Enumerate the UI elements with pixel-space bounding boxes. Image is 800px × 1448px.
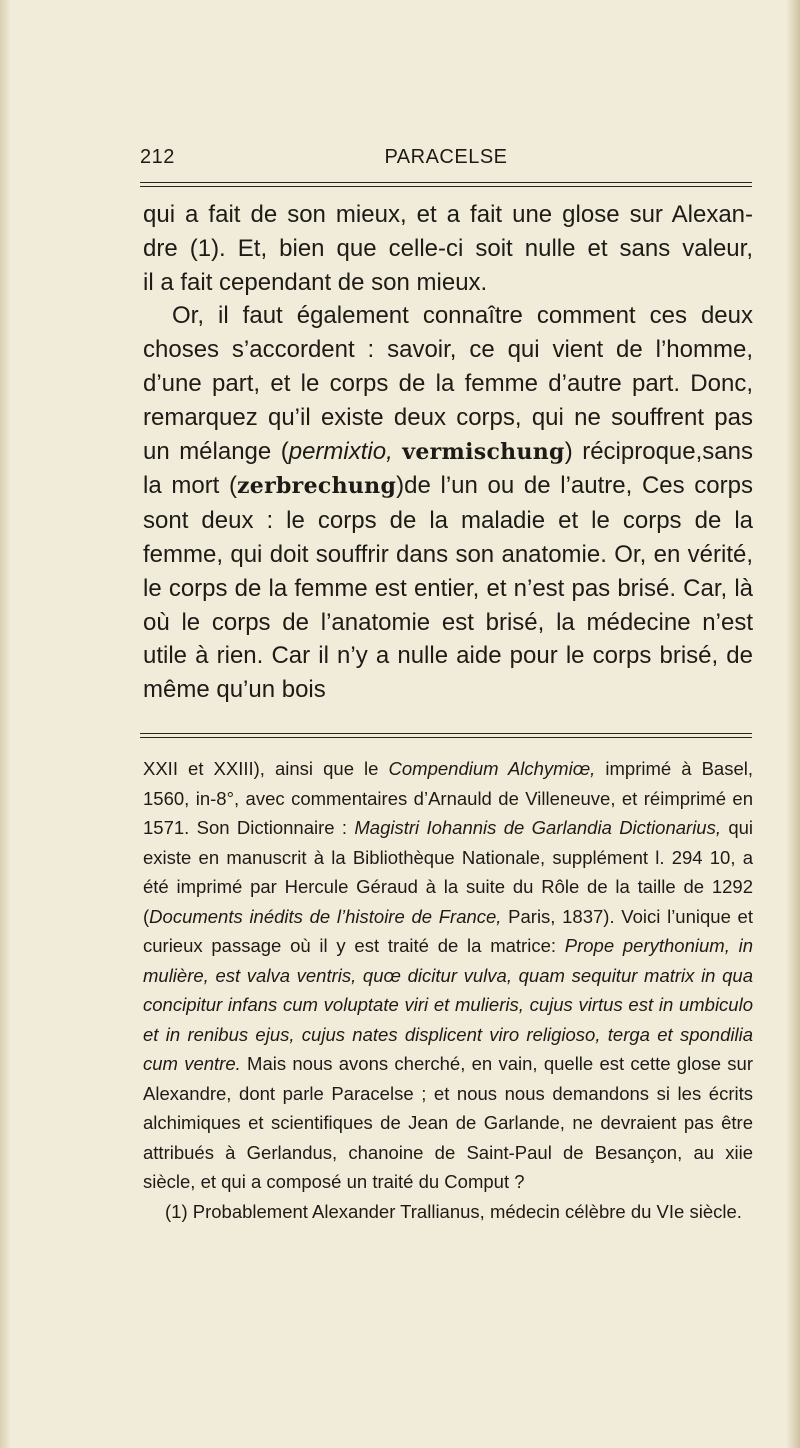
page-header [140, 146, 752, 176]
main-text [143, 198, 753, 707]
note-title: Compendium Alchymiœ, [388, 758, 596, 779]
text-line: qui a fait de son mieux, et a fait une glose sur Alexan- [143, 201, 753, 228]
note-text: Mais nous avons cherché, en vain, quelle est cette glose sur Alexandre, dont parle Paracelse ; et nous nous demandons si les écrits alchimiques et scientifiques de Jean de Garlande, ne devraient pas être attribués à Gerlandus, chanoine de Saint-Paul de Besançon, au xiie siècle, et qui a composé un traité du Comput ? [143, 1053, 753, 1192]
footnote-1: (1) Probablement Alexander Trallianus, médecin célèbre du VIe siècle. [165, 1200, 742, 1222]
text-run: )de l’un ou de l’autre, Ces corps sont deux : le corps de la maladie et le corps de la femme, qui doit souffrir dans son anatomie. Or, en vérité, le corps de la femme est entier, et n’est pas brisé. Car, là où le corps de l’anatomie est brisé, la médecine n’est utile à rien. Car il n’y a nulle aide pour le corps brisé, de même qu’un bois [143, 472, 753, 704]
paragraph-1 [143, 198, 753, 266]
page-edge-left [0, 0, 10, 1448]
note-text: Paris, 1837). Voici l’unique et curieux passage où il y est traité de la matrice: [143, 905, 753, 956]
note-text: imprimé à Basel, 1560, in-8°, avec commentaires d’Arnauld de Villeneuve, et réimprimé en 1571. Son Dictionnaire : [143, 758, 754, 838]
note-text: qui existe en manuscrit à la Bibliothèque Nationale, supplément l. 294 10, a été imprimé par Hercule Géraud à la suite du Rôle de la taille de 1292 ( [143, 817, 754, 927]
text-run: Or, il faut également connaître comment ces deux choses s’accordent : savoir, ce qui vient de l’homme, d’une part, et le corps de la femme d’autre part. Donc, remarquez qu’il existe deux corps, qui ne souffrent pas un mélange ( [143, 302, 753, 465]
note-paragraph [143, 754, 753, 1197]
notes [143, 754, 753, 1226]
note-title: Magistri Iohannis de Garlandia Dictionarius, [354, 817, 721, 838]
german-term: vermischung [402, 438, 565, 465]
notes-rule [140, 733, 752, 738]
paragraph-2 [143, 299, 753, 707]
page-edge-right [786, 0, 800, 1448]
header-rule [140, 182, 752, 187]
text-run: ) réciproque,sans la mort ( [143, 437, 753, 500]
note-text: XXII et XXIII), ainsi que le [143, 758, 389, 779]
text-line: dre (1). Et, bien que celle-ci soit nulle et sans valeur, [143, 234, 753, 262]
note-title: Documents inédits de l’histoire de France, [149, 905, 502, 927]
latin-quote: Prope perythonium, in mulière, est valva ventris, quœ dicitur vulva, quam sequitur matrix in qua concipitur infans cum voluptate viri et mulieris, cujus virtus est in umbiculo et in renibus ejus, cujus nates displicent viro religioso, terga et spondilia cum ventre. [143, 935, 753, 1074]
german-term: zerbrechung [237, 473, 397, 500]
text-line: il a fait cependant de son mieux. [143, 268, 488, 296]
page-number: 212 [140, 146, 175, 168]
latin-term: permixtio, [288, 437, 393, 465]
running-title: PARACELSE [384, 146, 508, 168]
paragraph-1-end [143, 266, 753, 300]
